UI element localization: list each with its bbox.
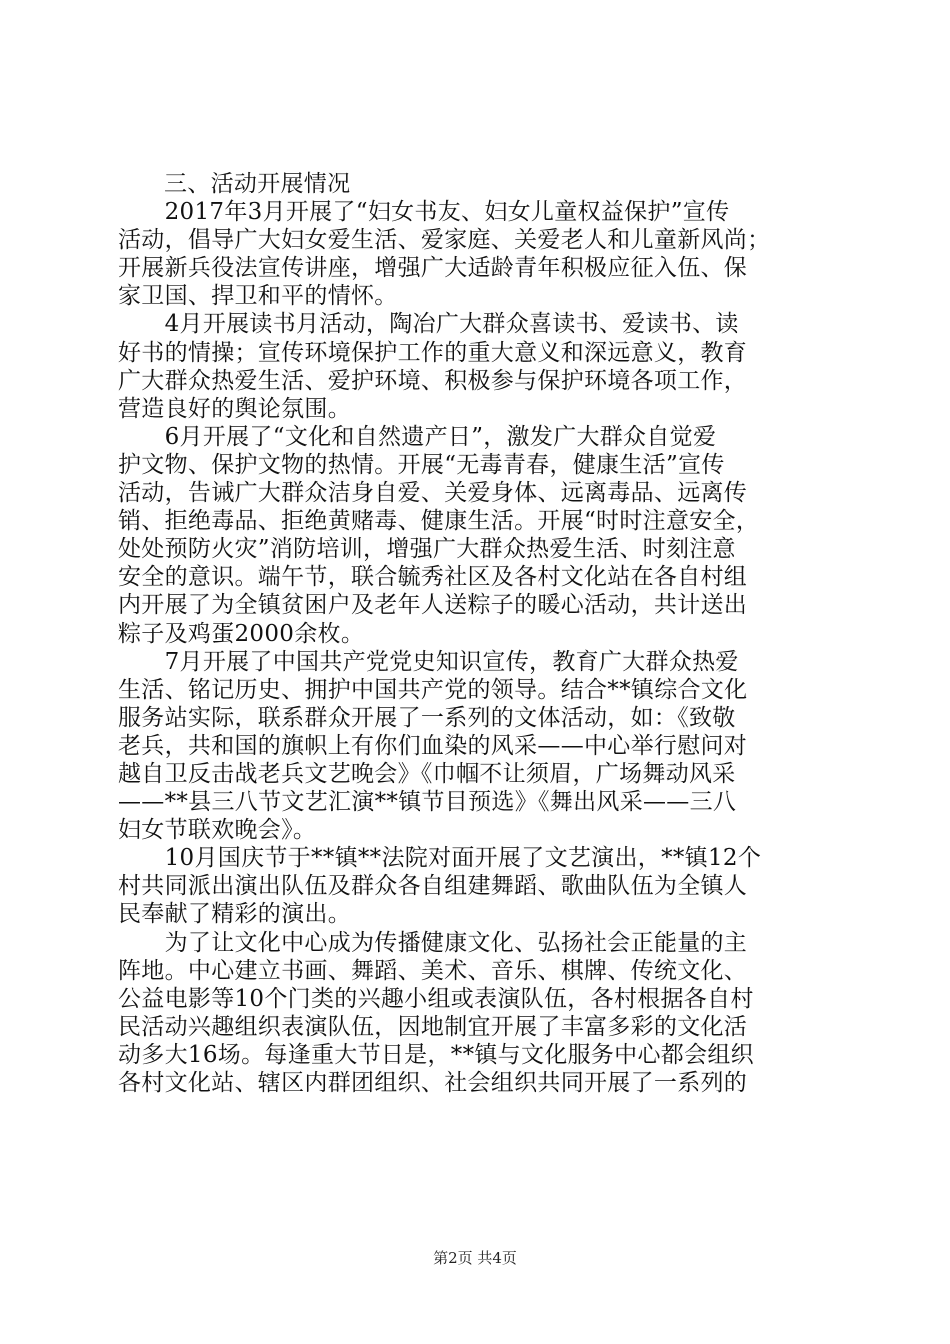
text-line: 动多大16场。每逢重大节日是，**镇与文化服务中心都会组织 [118,1041,754,1068]
text-line: 安全的意识。端午节，联合毓秀社区及各村文化站在各自村组 [118,564,748,591]
section-heading: 三、活动开展情况 [164,171,351,197]
text-line: 好书的情操；宣传环境保护工作的重大意义和深远意义，教育 [118,339,748,366]
text-line: 服务站实际，联系群众开展了一系列的文体活动，如：《致敬 [118,704,736,731]
text-line: 销、拒绝毒品、拒绝黄赌毒、健康生活。开展“时时注意安全， [118,508,760,535]
text-line: 家卫国、捍卫和平的情怀。 [118,283,398,310]
text-line: 开展新兵役法宣传讲座，增强广大适龄青年积极应征入伍、保 [118,255,748,282]
text-line: 内开展了为全镇贫困户及老年人送粽子的暖心活动，共计送出 [118,592,748,619]
text-line: 妇女节联欢晚会》。 [118,817,317,844]
text-line: 生活、铭记历史、拥护中国共产党的领导。结合**镇综合文化 [118,676,748,703]
text-line: 活动，倡导广大妇女爱生活、爱家庭、关爱老人和儿童新风尚； [118,227,771,254]
text-line: ——**县三八节文艺汇演**镇节目预选》《舞出风采——三八 [118,789,737,816]
text-line: 越自卫反击战老兵文艺晚会》《巾帼不让须眉，广场舞动风采 [118,760,736,787]
text-line: 7月开展了中国共产党党史知识宣传，教育广大群众热爱 [118,648,739,675]
text-line: 民活动兴趣组织表演队伍，因地制宜开展了丰富多彩的文化活 [118,1013,748,1040]
text-line: 民奉献了精彩的演出。 [118,901,351,928]
text-line: 村共同派出演出队伍及群众各自组建舞蹈、歌曲队伍为全镇人 [118,873,748,900]
text-line: 广大群众热爱生活、爱护环境、积极参与保护环境各项工作， [118,367,748,394]
text-line: 为了让文化中心成为传播健康文化、弘扬社会正能量的主 [118,929,748,956]
text-line: 6月开展了“文化和自然遗产日”，激发广大群众自觉爱 [118,423,717,450]
text-line: 营造良好的舆论氛围。 [118,395,351,422]
text-line: 公益电影等10个门类的兴趣小组或表演队伍，各村根据各自村 [118,985,754,1012]
text-line: 2017年3月开展了“妇女书友、妇女儿童权益保护”宣传 [118,199,730,226]
text-line: 粽子及鸡蛋2000余枚。 [118,620,365,647]
text-line: 护文物、保护文物的热情。开展“无毒青春，健康生活”宣传 [118,451,725,478]
document-body [118,170,838,1097]
text-line: 活动，告诫广大群众洁身自爱、关爱身体、远离毒品、远离传 [118,480,748,507]
page-number: 第2页 共4页 [433,1249,517,1267]
text-line: 4月开展读书月活动，陶冶广大群众喜读书、爱读书、读 [118,311,739,338]
text-line: 阵地。中心建立书画、舞蹈、美术、音乐、棋牌、传统文化、 [118,957,748,984]
text-line: 老兵，共和国的旗帜上有你们血染的风采——中心举行慰问对 [118,732,748,759]
text-line: 处处预防火灾”消防培训，增强广大群众热爱生活、时刻注意 [118,536,736,563]
text-line: 10月国庆节于**镇**法院对面开展了文艺演出，**镇12个 [118,845,762,872]
text-line: 各村文化站、辖区内群团组织、社会组织共同开展了一系列的 [118,1070,748,1096]
